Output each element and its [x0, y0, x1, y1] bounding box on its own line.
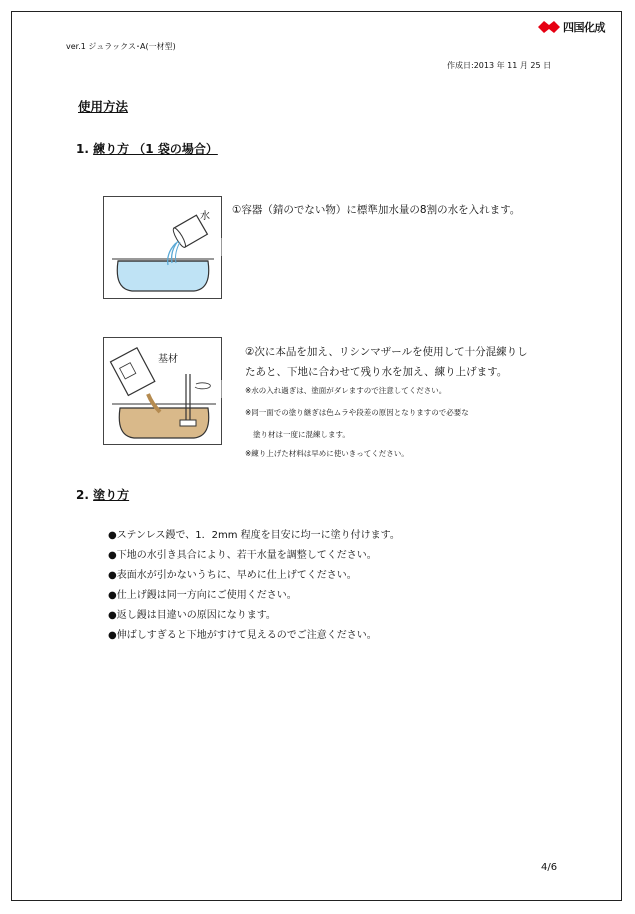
section1-heading: [76, 140, 218, 157]
step2-text: [245, 342, 528, 382]
created-date: 作成日:2013 年 11 月 25 日: [447, 61, 552, 70]
list-item: ●下地の水引き具合により、若干水量を調整してください。: [108, 550, 377, 561]
section1-title: 練り方 （1 袋の場合）: [93, 142, 218, 156]
note-joint-line1: ※同一面での塗り継ぎは色ムラや段差の原因となりますので必要な: [245, 408, 469, 417]
step2-line2: たあと、下地に合わせて残り水を加え、練り上げます。: [245, 366, 508, 378]
section2-title: 塗り方: [93, 488, 130, 502]
logo-text: 四国化成: [563, 21, 605, 34]
application-bullet-list: [108, 526, 400, 646]
step1-text: ①容器（錆のでない物）に標準加水量の8割の水を入れます。: [232, 204, 521, 216]
figure2-label: 基材: [158, 354, 178, 365]
figure-add-material: [103, 337, 222, 445]
page-number: 4/6: [541, 862, 558, 873]
list-item: ●返し鏝は目違いの原因になります。: [108, 610, 276, 621]
figure1-label: 水: [200, 211, 210, 222]
figure1-marker: [221, 238, 222, 256]
version-label: ver.1 ジュラックス･A(一材型): [66, 42, 176, 51]
list-item: ●ステンレス鏝で、1．2mm 程度を目安に均一に塗り付けます。: [108, 530, 400, 541]
section1-number: 1.: [76, 142, 89, 156]
figure-pour-water: [103, 196, 222, 299]
section2-heading: [76, 486, 129, 503]
step2-line1: ②次に本品を加え、リシンマザールを使用して十分混練りし: [245, 346, 528, 358]
note-joint-line2: 塗り材は一度に混練します。: [253, 430, 350, 439]
logo-mark-icon: [538, 20, 560, 34]
section2-number: 2.: [76, 488, 89, 502]
list-item: ●表面水が引かないうちに、早めに仕上げてください。: [108, 570, 357, 581]
list-item: ●仕上げ鏝は同一方向にご使用ください。: [108, 590, 297, 601]
company-logo: [538, 19, 605, 35]
page-title: 使用方法: [78, 99, 129, 114]
note-water: ※水の入れ過ぎは、塗面がダレますので注意してください。: [245, 386, 447, 395]
figure2-marker: [221, 380, 222, 398]
list-item: ●伸ばしすぎると下地がすけて見えるのでご注意ください。: [108, 630, 377, 641]
note-use-quickly: ※練り上げた材料は早めに使いきってください。: [245, 449, 409, 458]
